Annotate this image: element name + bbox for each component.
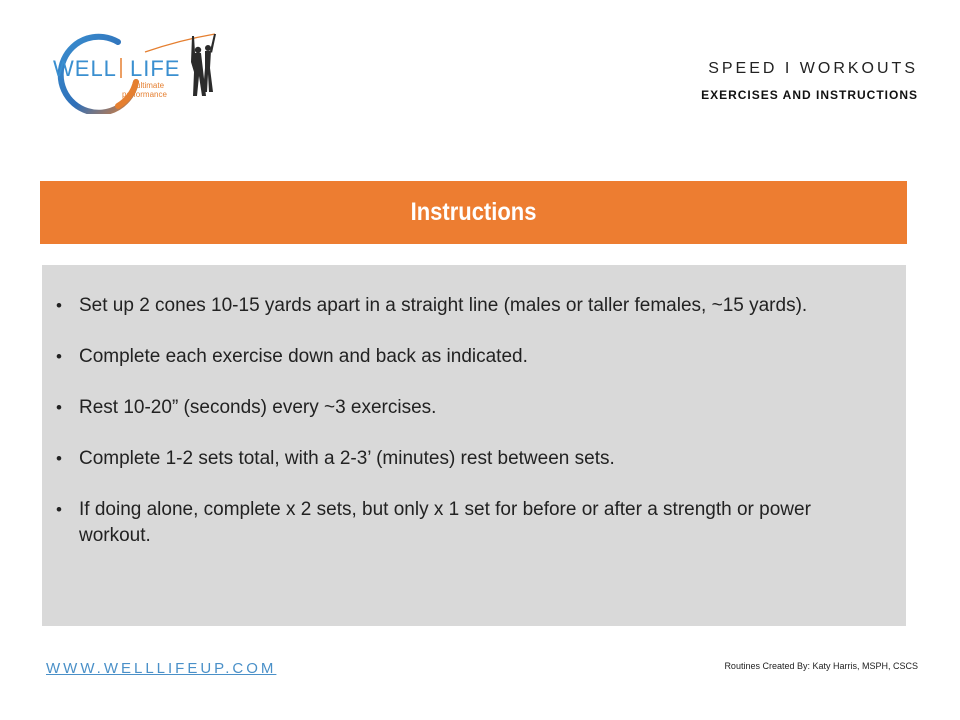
list-item	[56, 293, 882, 319]
instructions-banner	[40, 181, 907, 244]
author-credit: Routines Created By: Katy Harris, MSPH, CSCS	[724, 661, 918, 671]
list-item-text: Complete each exercise down and back as indicated.	[79, 346, 528, 367]
list-item	[56, 446, 882, 472]
bullet-icon: •	[56, 398, 62, 417]
bullet-icon: •	[56, 347, 62, 366]
header-subtitle: EXERCISES AND INSTRUCTIONS	[701, 88, 918, 102]
list-item-text: Rest 10-20” (seconds) every ~3 exercises.	[79, 397, 437, 418]
list-item-text: Set up 2 cones 10-15 yards apart in a straight line (males or taller females, ~15 yards).	[79, 295, 808, 316]
welllife-logo	[40, 22, 220, 114]
banner-title: Instructions	[410, 198, 537, 226]
instructions-list	[42, 265, 906, 549]
list-item-text: If doing alone, complete x 2 sets, but only x 1 set for before or after a strength or power workout.	[79, 499, 811, 546]
bullet-icon: •	[56, 449, 62, 468]
logo-text	[40, 22, 220, 114]
bullet-icon: •	[56, 500, 62, 519]
website-link[interactable]: WWW.WELLLIFEUP.COM	[46, 660, 277, 677]
logo-word-well: WELL	[53, 56, 117, 81]
list-item-text: Complete 1-2 sets total, with a 2-3’ (minutes) rest between sets.	[79, 448, 615, 469]
logo-tagline-line2: performance	[122, 90, 167, 99]
header-title: SPEED I WORKOUTS	[708, 60, 918, 77]
bullet-icon: •	[56, 296, 62, 315]
list-item	[56, 497, 882, 549]
list-item	[56, 395, 882, 421]
list-item	[56, 344, 882, 370]
logo-word-life: LIFE	[130, 56, 181, 81]
logo-tagline-line1: ultimate	[136, 81, 165, 90]
page-header	[701, 60, 918, 102]
instructions-panel	[42, 265, 906, 626]
